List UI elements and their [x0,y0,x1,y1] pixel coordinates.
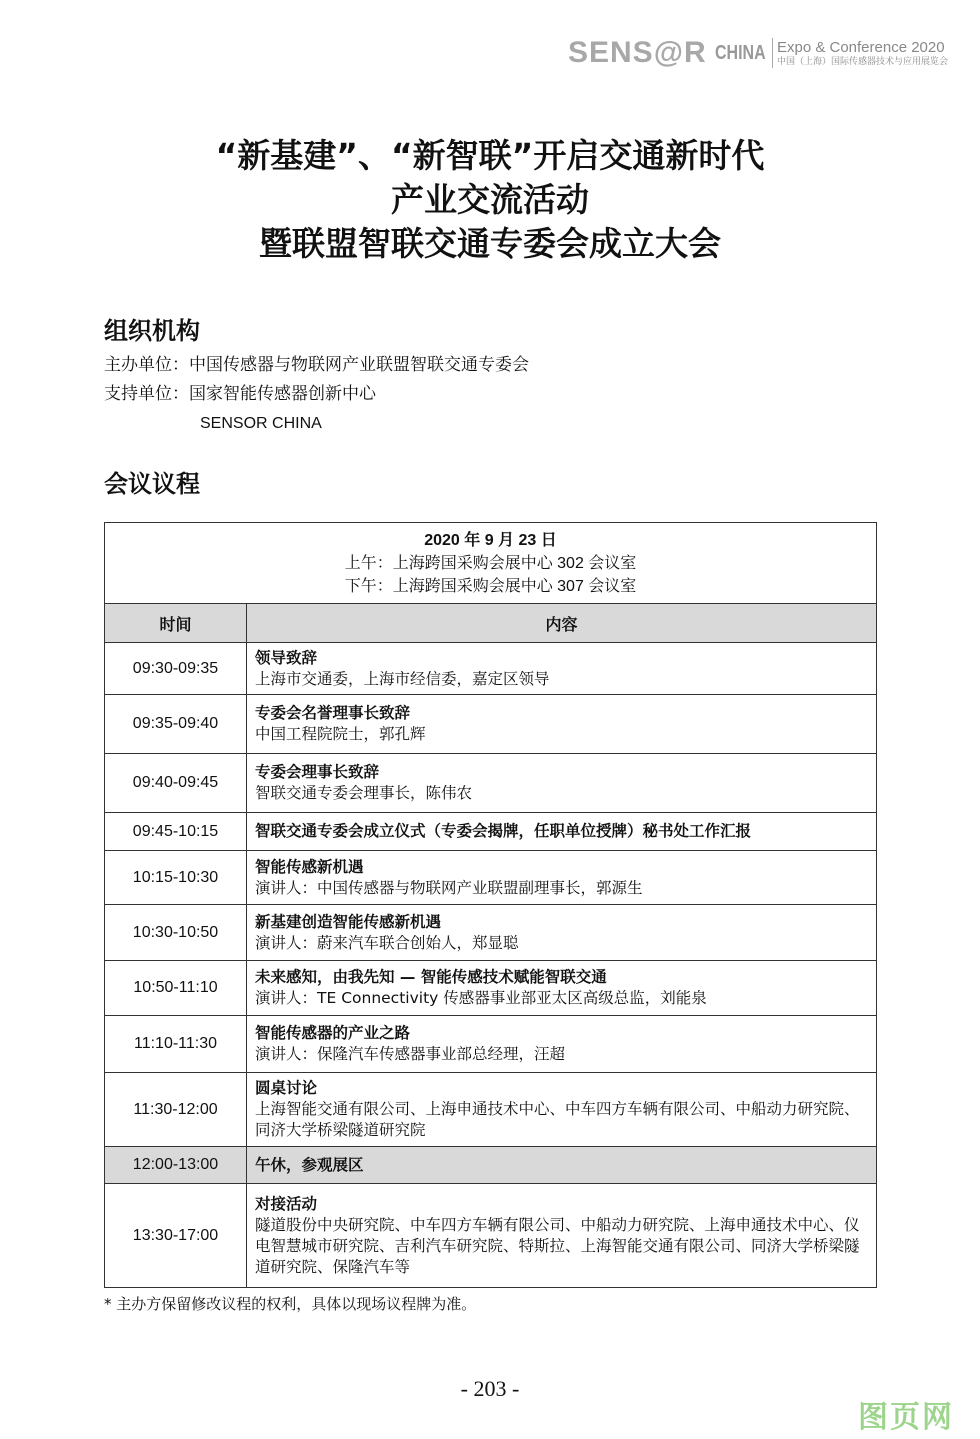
expo-text: Expo & Conference 2020 [776,38,945,56]
table-row [105,961,877,1016]
agenda-pm-venue: 下午：上海跨国采购会展中心 307 会议室 [344,578,637,595]
row-detail: 中国工程院院士，郭孔辉 [255,725,426,743]
row-content [247,1073,877,1147]
support-unit-2: SENSOR CHINA [200,415,322,432]
col-header-time: 时间 [105,604,247,643]
title-line: 产业交流活动 [391,180,589,219]
col-header-content: 内容 [247,604,877,643]
row-title: 对接活动 [255,1194,318,1213]
row-detail: 上海市交通委，上海市经信委，嘉定区领导 [255,669,550,688]
page-title [0,134,980,266]
row-time: 10:30-10:50 [105,905,247,961]
host-unit: 主办单位：中国传感器与物联网产业联盟智联交通专委会 [104,355,529,375]
agenda-date: 2020 年 9 月 23 日 [424,532,557,549]
table-row [105,695,877,754]
org-heading: 组织机构 [104,317,200,345]
row-detail: 演讲人：中国传感器与物联网产业联盟副理事长，郭源生 [255,878,643,897]
row-content [247,1016,877,1073]
table-row [105,1184,877,1288]
logo-brand: SENS@R [568,36,707,69]
title-line: “新基建”、“新智联”开启交通新时代 [215,136,765,175]
row-detail: 上海智能交通有限公司、上海申通技术中心、中车四方车辆有限公司、中船动力研究院、同济大学桥梁隧道研究院 [255,1100,860,1139]
row-content [247,1147,877,1184]
row-title: 午休，参观展区 [255,1155,364,1174]
logo-expo [777,40,948,67]
row-detail: 演讲人：保隆汽车传感器事业部总经理，汪超 [255,1045,566,1063]
agenda-am-venue: 上午：上海跨国采购会展中心 302 会议室 [344,555,637,572]
agenda-header-cell [105,523,877,604]
row-time: 13:30-17:00 [105,1184,247,1288]
row-title: 领导致辞 [255,648,318,667]
table-row [105,1073,877,1147]
row-content [247,695,877,754]
logo-china: CHINA [714,41,766,64]
row-detail: 隧道股份中央研究院、中车四方车辆有限公司、中船动力研究院、上海申通技术中心、仪电智慧城市研究院、吉利汽车研究院、特斯拉、上海智能交通有限公司、同济大学桥梁隧道研究院、保隆汽车等 [255,1215,860,1276]
org-info [104,351,529,438]
row-title: 专委会理事长致辞 [255,763,380,781]
expo-cn-text: 中国（上海）国际传感器技术与应用展览会 [776,55,948,66]
row-time: 11:30-12:00 [105,1073,247,1147]
row-detail: 智联交通专委会理事长，陈伟农 [255,784,473,802]
row-detail: 演讲人：TE Connectivity 传感器事业部亚太区高级总监，刘能泉 [255,989,707,1007]
row-title: 圆桌讨论 [255,1079,318,1097]
row-content [247,1184,877,1288]
row-time: 11:10-11:30 [105,1016,247,1073]
row-content [247,643,877,695]
sensor-china-logo [568,36,948,70]
row-content [247,961,877,1016]
row-time: 12:00-13:00 [105,1147,247,1184]
table-row [105,905,877,961]
row-content [247,754,877,813]
page-number: - 203 - [460,1376,520,1401]
row-title: 智能传感新机遇 [255,857,364,876]
agenda-note: * 主办方保留修改议程的权利，具体以现场议程牌为准。 [104,1295,477,1313]
row-title: 新基建创造智能传感新机遇 [255,912,442,931]
watermark-logo: 图页网 [858,1400,954,1435]
table-row [105,754,877,813]
table-row [105,1147,877,1184]
table-row [105,643,877,695]
table-row [105,813,877,851]
row-time: 10:50-11:10 [105,961,247,1016]
table-row [105,1016,877,1073]
agenda-table [104,522,877,1288]
row-content [247,813,877,851]
row-time: 09:40-09:45 [105,754,247,813]
row-title: 智能传感器的产业之路 [255,1024,411,1042]
row-title: 专委会名誉理事长致辞 [255,704,411,722]
row-title: 智联交通专委会成立仪式（专委会揭牌，任职单位授牌）秘书处工作汇报 [255,822,752,840]
row-time: 09:45-10:15 [105,813,247,851]
row-title: 未来感知，由我先知 — 智能传感技术赋能智联交通 [255,968,607,986]
row-detail: 演讲人：蔚来汽车联合创始人，郑显聪 [255,933,519,952]
row-time: 09:30-09:35 [105,643,247,695]
row-time: 10:15-10:30 [105,851,247,905]
table-row [105,851,877,905]
title-line: 暨联盟智联交通专委会成立大会 [259,224,721,263]
logo-divider [772,38,773,68]
row-content [247,851,877,905]
agenda-heading: 会议议程 [104,470,200,498]
row-content [247,905,877,961]
support-unit: 支持单位：国家智能传感器创新中心 [104,384,376,404]
row-time: 09:35-09:40 [105,695,247,754]
